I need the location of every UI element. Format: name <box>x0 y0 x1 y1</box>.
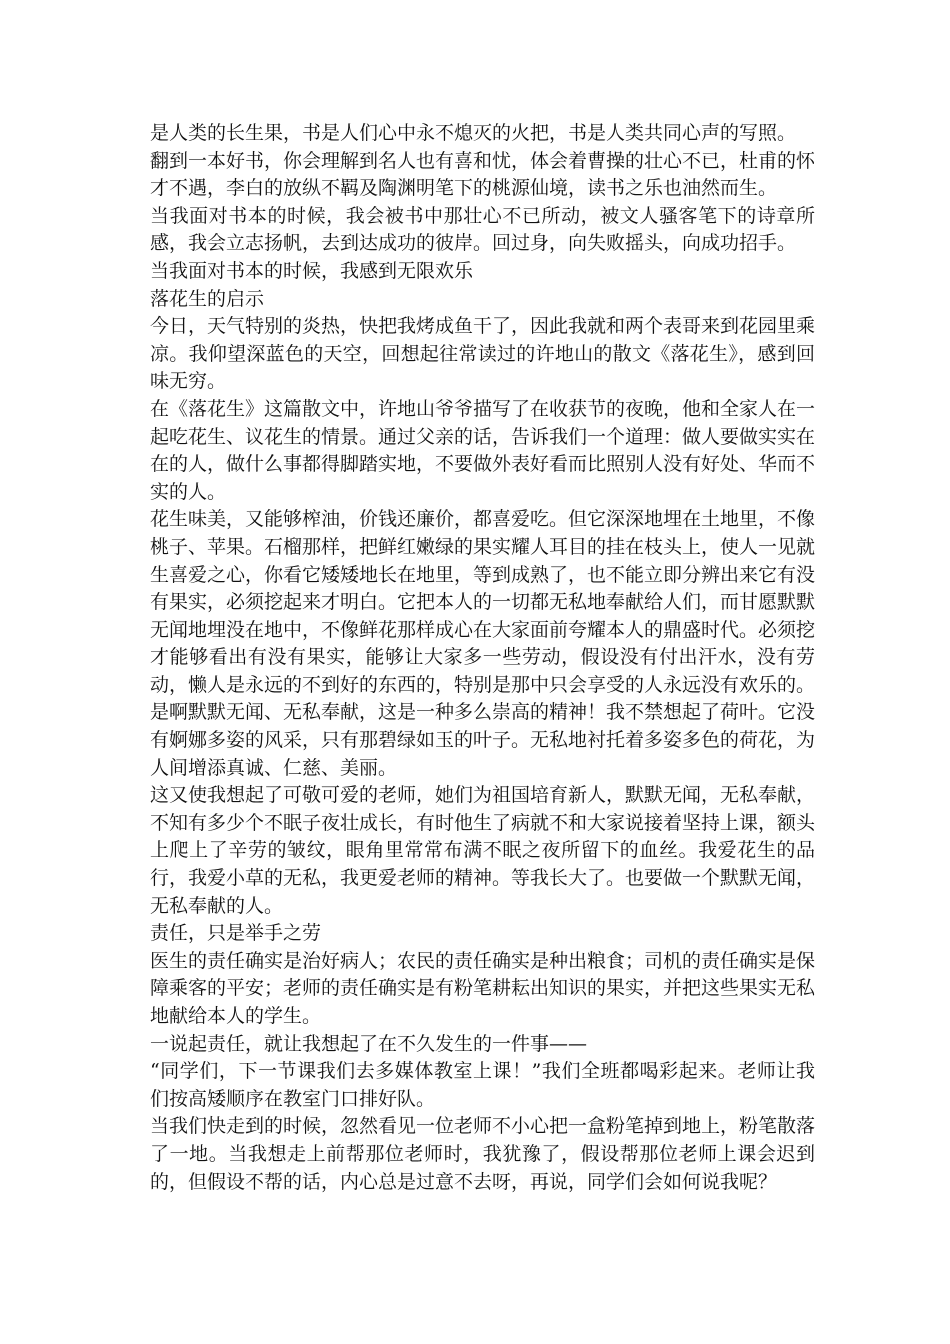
paragraph: 是啊默默无闻、无私奉献，这是一种多么崇高的精神！我不禁想起了荷叶。它没有婀娜多姿的风采，只有那碧绿如玉的叶子。无私地衬托着多姿多色的荷花，为人间增添真诚、仁慈、美丽。 <box>150 701 816 779</box>
paragraph: 医生的责任确实是治好病人；农民的责任确实是种出粮食；司机的责任确实是保障乘客的平安；老师的责任确实是有粉笔耕耘出知识的果实，并把这些果实无私地献给本人的学生。 <box>150 949 816 1027</box>
paragraph: 这又使我想起了可敬可爱的老师，她们为祖国培育新人，默默无闻，无私奉献，不知有多少个不眠子夜壮成长，有时他生了病就不和大家说接着坚持上课，额头上爬上了辛劳的皱纹，眼角里常常布满不眠之夜所留下的血丝。我爱花生的品行，我爱小草的无私，我更爱老师的精神。等我长大了。也要做一个默默无闻，无私奉献的人。 <box>150 784 816 917</box>
paragraph: 一说起责任，就让我想起了在不久发生的一件事—— <box>150 1032 588 1055</box>
paragraph: 在《落花生》这篇散文中，许地山爷爷描写了在收获节的夜晚，他和全家人在一起吃花生、议花生的情景。通过父亲的话，告诉我们一个道理：做人要做实实在在的人，做什么事都得脚踏实地，不要做外表好看而比照别人没有好处、华而不实的人。 <box>150 397 816 503</box>
paragraph: 当我面对书本的时候，我感到无限欢乐 <box>150 259 474 282</box>
paragraph: “同学们，下一节课我们去多媒体教室上课！”我们全班都喝彩起来。老师让我们按高矮顺序在教室门口排好队。 <box>150 1060 815 1110</box>
section-heading: 责任，只是举手之劳 <box>150 922 322 945</box>
paragraph: 翻到一本好书，你会理解到名人也有喜和忧，体会着曹操的壮心不已，杜甫的怀才不遇，李白的放纵不羁及陶渊明笔下的桃源仙境，读书之乐也油然而生。 <box>150 149 816 200</box>
document-page <box>150 120 815 1196</box>
paragraph: 今日，天气特别的炎热，快把我烤成鱼干了，因此我就和两个表哥来到花园里乘凉。我仰望深蓝色的天空，回想起往常读过的许地山的散文《落花生》，感到回味无穷。 <box>150 315 816 393</box>
paragraph: 是人类的长生果，书是人们心中永不熄灭的火把，书是人类共同心声的写照。 <box>150 122 797 144</box>
paragraph: 当我面对书本的时候，我会被书中那壮心不已所动，被文人骚客笔下的诗章所感，我会立志扬帆，去到达成功的彼岸。回过身，向失败摇头，向成功招手。 <box>150 204 815 255</box>
paragraph: 花生味美，又能够榨油，价钱还廉价，都喜爱吃。但它深深地埋在土地里，不像桃子、苹果。石榴那样，把鲜红嫩绿的果实耀人耳目的挂在枝头上，使人一见就生喜爱之心，你看它矮矮地长在地里，等到成熟了，也不能立即分辨出来它有没有果实，必须挖起来才明白。它把本人的一切都无私地奉献给人们，而甘愿默默无闻地埋没在地中，不像鲜花那样成心在大家面前夸耀本人的鼎盛时代。必须挖才能够看出有没有果实，能够让大家多一些劳动，假设没有付出汗水，没有劳动，懒人是永远的不到好的东西的，特别是那中只会享受的人永远没有欢乐的。 <box>150 508 816 696</box>
section-heading: 落花生的启示 <box>150 287 265 310</box>
paragraph: 当我们快走到的时候，忽然看见一位老师不小心把一盒粉笔掉到地上，粉笔散落了一地。当我想走上前帮那位老师时，我犹豫了，假设帮那位老师上课会迟到的，但假设不帮的话，内心总是过意不去呀，再说，同学们会如何说我呢？ <box>150 1115 816 1193</box>
